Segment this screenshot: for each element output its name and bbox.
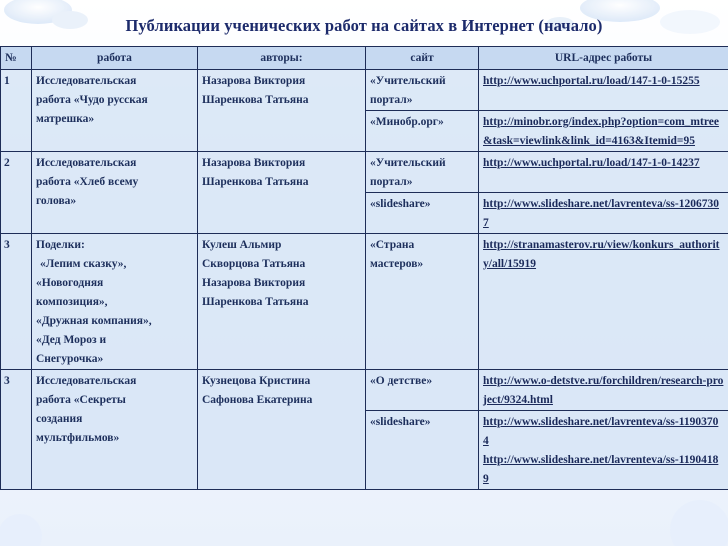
- url-link[interactable]: http://minobr.org/index.php?option=com_mtree&task=viewlink&link_id=4163&Itemid=95: [483, 116, 719, 147]
- site-name: «Учительский: [370, 75, 446, 87]
- work-text: Исследовательская: [36, 375, 137, 387]
- table-header-row: [1, 47, 728, 70]
- work-text: «Новогодняя: [36, 277, 104, 289]
- work-text: «Лепим сказку»,: [40, 258, 127, 270]
- url-link[interactable]: http://stranamasterov.ru/view/konkurs_authority/all/15919: [483, 239, 720, 270]
- work-text: матрешка»: [36, 113, 95, 125]
- author-name: Назарова Виктория: [202, 277, 306, 289]
- row-number: 1: [1, 70, 32, 152]
- author-name: Сафонова Екатерина: [202, 394, 313, 406]
- url-cell: [479, 193, 728, 234]
- work-cell: [32, 370, 198, 490]
- work-cell: [32, 234, 198, 370]
- work-text: создания: [36, 413, 83, 425]
- table-row: [1, 370, 728, 411]
- author-name: Назарова Виктория: [202, 75, 306, 87]
- column-header-work: работа: [32, 47, 198, 70]
- url-cell: [479, 370, 728, 411]
- site-name: мастеров»: [370, 258, 424, 270]
- url-cell: [479, 111, 728, 152]
- authors-cell: [198, 234, 366, 370]
- work-text: Исследовательская: [36, 157, 137, 169]
- author-name: Кулеш Альмир: [202, 239, 282, 251]
- slide-title: Публикации ученических работ на сайтах в Интернет (начало): [125, 16, 603, 35]
- url-cell: [479, 234, 728, 370]
- url-link[interactable]: http://www.slideshare.net/lavrenteva/ss-11904189: [483, 454, 719, 485]
- site-name: портал»: [370, 94, 413, 106]
- site-cell: [366, 70, 479, 111]
- url-link[interactable]: http://www.uchportal.ru/load/147-1-0-15255: [483, 75, 700, 87]
- author-name: Скворцова Татьяна: [202, 258, 306, 270]
- site-name: «slideshare»: [370, 416, 431, 428]
- site-cell: [366, 234, 479, 370]
- author-name: Шаренкова Татьяна: [202, 176, 309, 188]
- url-cell: [479, 411, 728, 490]
- site-name: портал»: [370, 176, 413, 188]
- url-link[interactable]: http://www.uchportal.ru/load/147-1-0-14237: [483, 157, 700, 169]
- row-number: 3: [1, 234, 32, 370]
- url-link[interactable]: http://www.slideshare.net/lavrenteva/ss-11903704: [483, 416, 719, 447]
- url-link[interactable]: http://www.o-detstve.ru/forchildren/research-project/9324.html: [483, 375, 724, 406]
- url-cell: [479, 152, 728, 193]
- work-text: работа «Чудо русская: [36, 94, 148, 106]
- site-name: «Страна: [370, 239, 415, 251]
- column-header-url: URL-адрес работы: [479, 47, 728, 70]
- site-cell: [366, 411, 479, 490]
- column-header-number: №: [1, 47, 32, 70]
- work-text: голова»: [36, 195, 77, 207]
- work-text: Поделки:: [36, 239, 85, 251]
- work-text: работа «Секреты: [36, 394, 126, 406]
- work-cell: [32, 152, 198, 234]
- work-text: Исследовательская: [36, 75, 137, 87]
- row-number: 3: [1, 370, 32, 490]
- site-name: «slideshare»: [370, 198, 431, 210]
- site-cell: [366, 111, 479, 152]
- table-row: [1, 70, 728, 111]
- row-number: 2: [1, 152, 32, 234]
- authors-cell: [198, 70, 366, 152]
- authors-cell: [198, 370, 366, 490]
- work-text: Снегурочка»: [36, 353, 104, 365]
- url-link[interactable]: http://www.slideshare.net/lavrenteva/ss-12067307: [483, 198, 719, 229]
- author-name: Кузнецова Кристина: [202, 375, 311, 387]
- author-name: Шаренкова Татьяна: [202, 94, 309, 106]
- work-cell: [32, 70, 198, 152]
- url-cell: [479, 70, 728, 111]
- site-cell: [366, 152, 479, 193]
- site-name: «Учительский: [370, 157, 446, 169]
- table-row: [1, 152, 728, 193]
- column-header-site: сайт: [366, 47, 479, 70]
- publications-table: [0, 46, 728, 490]
- work-text: «Дружная компания»,: [36, 315, 152, 327]
- authors-cell: [198, 152, 366, 234]
- work-text: мультфильмов»: [36, 432, 120, 444]
- work-text: «Дед Мороз и: [36, 334, 107, 346]
- site-name: «Минобр.орг»: [370, 116, 444, 128]
- column-header-authors: авторы:: [198, 47, 366, 70]
- table-row: [1, 234, 728, 370]
- work-text: работа «Хлеб всему: [36, 176, 139, 188]
- work-text: композиция»,: [36, 296, 108, 308]
- site-cell: [366, 370, 479, 411]
- site-cell: [366, 193, 479, 234]
- site-name: «О детстве»: [370, 375, 433, 387]
- author-name: Шаренкова Татьяна: [202, 296, 309, 308]
- author-name: Назарова Виктория: [202, 157, 306, 169]
